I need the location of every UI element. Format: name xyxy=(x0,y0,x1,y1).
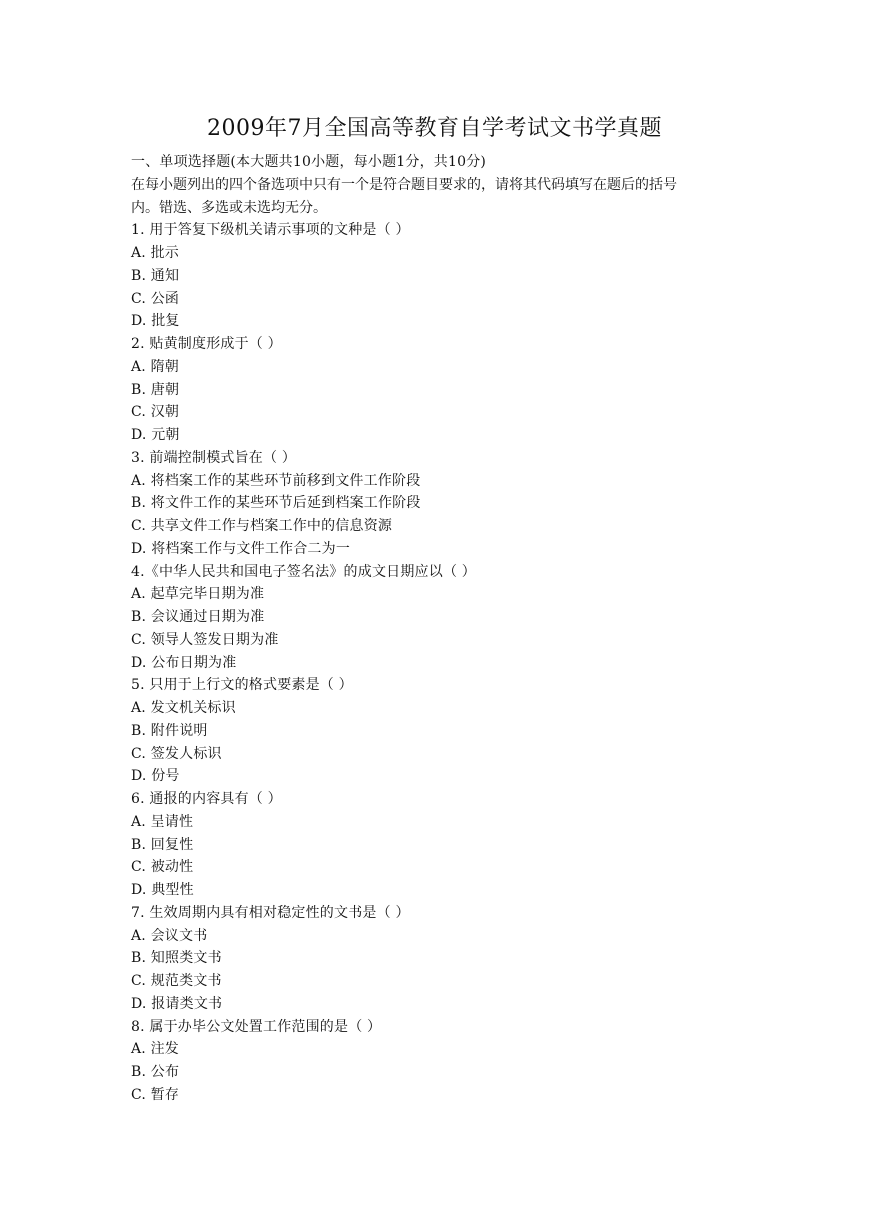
option-d: D. 将档案工作与文件工作合二为一 xyxy=(131,540,351,557)
question-text: 3. 前端控制模式旨在（ ） xyxy=(131,449,297,466)
option-b: B. 知照类文书 xyxy=(131,950,222,967)
option-d: D. 批复 xyxy=(131,313,180,330)
option-d: D. 元朝 xyxy=(131,427,180,443)
question-6 xyxy=(131,788,751,902)
option-a: A. 注发 xyxy=(131,1041,180,1058)
question-7 xyxy=(131,902,751,1016)
option-a: A. 呈请性 xyxy=(131,813,194,830)
option-b: B. 附件说明 xyxy=(131,722,208,739)
option-a: A. 会议文书 xyxy=(131,927,208,944)
section-heading: 一、单项选择题(本大题共10小题，每小题1分，共10分) xyxy=(131,154,487,170)
question-2 xyxy=(131,333,751,447)
option-b: B. 唐朝 xyxy=(131,381,180,398)
option-c: C. 公函 xyxy=(131,290,180,307)
instructions-line: 内。错选、多选或未选均无分。 xyxy=(131,199,327,216)
question-1 xyxy=(131,219,751,333)
option-c: C. 领导人签发日期为准 xyxy=(131,631,279,648)
option-d: D. 典型性 xyxy=(131,882,194,898)
option-d: D. 公布日期为准 xyxy=(131,654,237,671)
option-c: C. 暂存 xyxy=(131,1086,180,1103)
option-a: A. 发文机关标识 xyxy=(131,700,236,716)
instructions-line: 在每小题列出的四个备选项中只有一个是符合题目要求的，请将其代码填写在题后的括号 xyxy=(131,176,677,193)
option-b: B. 将文件工作的某些环节后延到档案工作阶段 xyxy=(131,495,421,512)
document-title: 2009年7月全国高等教育自学考试文书学真题 xyxy=(207,116,662,141)
option-b: B. 回复性 xyxy=(131,836,194,853)
document-body xyxy=(131,151,751,1107)
question-4 xyxy=(131,561,751,675)
question-text: 5. 只用于上行文的格式要素是（ ） xyxy=(131,677,353,694)
option-c: C. 共享文件工作与档案工作中的信息资源 xyxy=(131,518,393,534)
question-8 xyxy=(131,1016,751,1107)
question-text: 2. 贴黄制度形成于（ ） xyxy=(131,336,282,352)
option-b: B. 会议通过日期为准 xyxy=(131,609,265,625)
option-a: A. 起草完毕日期为准 xyxy=(131,586,265,603)
question-text: 4.《中华人民共和国电子签名法》的成文日期应以（ ） xyxy=(131,563,477,580)
option-c: C. 汉朝 xyxy=(131,404,180,421)
question-text: 6. 通报的内容具有（ ） xyxy=(131,791,282,807)
option-b: B. 公布 xyxy=(131,1064,180,1080)
option-a: A. 隋朝 xyxy=(131,358,180,375)
option-d: D. 报请类文书 xyxy=(131,995,223,1012)
option-c: C. 被动性 xyxy=(131,859,194,876)
option-d: D. 份号 xyxy=(131,768,180,785)
question-5 xyxy=(131,674,751,788)
option-a: A. 将档案工作的某些环节前移到文件工作阶段 xyxy=(131,472,421,489)
option-b: B. 通知 xyxy=(131,267,180,284)
option-a: A. 批示 xyxy=(131,245,180,261)
question-text: 1. 用于答复下级机关请示事项的文种是（ ） xyxy=(131,222,410,239)
question-text: 8. 属于办毕公文处置工作范围的是（ ） xyxy=(131,1018,382,1035)
question-text: 7. 生效周期内具有相对稳定性的文书是（ ） xyxy=(131,904,410,921)
question-3 xyxy=(131,447,751,561)
option-c: C. 规范类文书 xyxy=(131,973,222,989)
option-c: C. 签发人标识 xyxy=(131,745,222,762)
